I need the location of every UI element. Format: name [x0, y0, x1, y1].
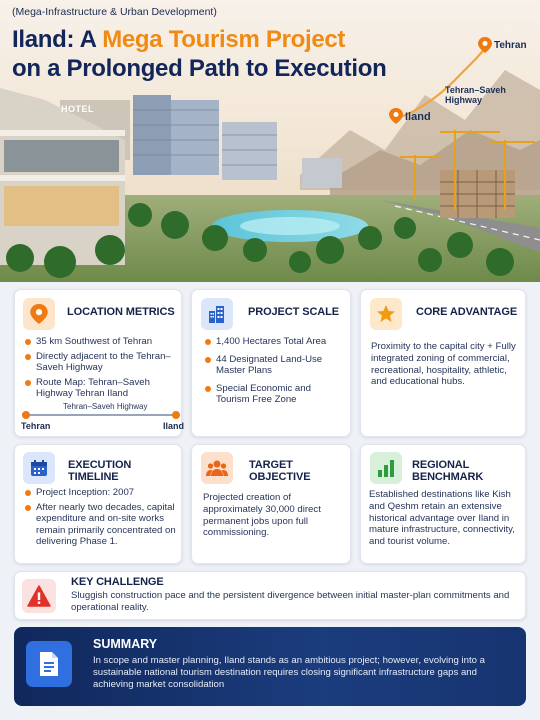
summary-title: SUMMARY	[93, 637, 158, 651]
hotel-sign: HOTEL	[61, 104, 94, 114]
bullet-item: After nearly two decades, capital expenditure and on-site works remain primarily concentrated on delivering Phase 1.	[24, 502, 176, 548]
route-line	[25, 414, 177, 416]
scale-bullets	[204, 336, 344, 409]
card-title: PROJECT SCALE	[248, 306, 339, 318]
document-icon	[26, 641, 72, 687]
calendar-icon	[23, 452, 55, 484]
bullet-item: 1,400 Hectares Total Area	[204, 336, 344, 348]
hero-banner	[0, 0, 540, 282]
card-title: EXECUTION TIMELINE	[68, 459, 132, 483]
card-title: LOCATION METRICS	[67, 306, 175, 318]
map-pin-icon	[389, 108, 403, 124]
title-accent: Mega Tourism Project	[102, 26, 346, 53]
page-title	[12, 25, 442, 83]
card-title: TARGET OBJECTIVE	[249, 459, 311, 483]
warning-icon	[22, 579, 56, 613]
location-bullets	[24, 336, 174, 403]
route-end-dot	[172, 411, 180, 419]
bullet-item: 44 Designated Land-Use Master Plans	[204, 354, 344, 377]
title-line-2: on a Prolonged Path to Execution	[12, 55, 387, 82]
advantage-text: Proximity to the capital city + Fully integrated zoning of commercial, recreational, hospitality, athletic, and educational hubs.	[371, 341, 516, 388]
bar-chart-icon	[370, 452, 402, 484]
map-label-highway-text: Tehran–Saveh Highway	[445, 85, 506, 105]
route-end-label: Iland	[163, 421, 185, 431]
map-pin-icon	[478, 37, 492, 53]
map-label-tehran: Tehran	[494, 40, 527, 51]
card-project-scale	[191, 289, 351, 437]
card-title: CORE ADVANTAGE	[416, 306, 518, 318]
route-start-dot	[22, 411, 30, 419]
card-regional-benchmark	[360, 444, 526, 564]
benchmark-text: Established destinations like Kish and Qeshm retain an extensive historical advantage over Iland in mature infrastructure, connectivity, and tourist volume.	[369, 489, 515, 548]
star-icon	[370, 298, 402, 330]
people-icon	[201, 452, 233, 484]
objective-text: Projected creation of approximately 30,000 direct permanent jobs upon full commissioning.	[203, 492, 321, 539]
challenge-text: Sluggish construction pace and the persistent divergence between initial master-plan commitments and operational reality.	[71, 590, 510, 613]
bullet-item: Route Map: Tehran–Saveh Highway Tehran Iland	[24, 377, 174, 400]
map-label-highway	[445, 85, 507, 105]
summary-text: In scope and master planning, Iland stands as an ambitious project; however, evolving into a sustainable national tourism destination requires closing significant infrastructure gaps and achieving market consolidation	[93, 655, 485, 690]
bullet-item: Special Economic and Tourism Free Zone	[204, 383, 344, 406]
bullet-item: 35 km Southwest of Tehran	[24, 336, 174, 348]
card-execution-timeline	[14, 444, 182, 564]
route-highway-label: Tehran–Saveh Highway	[63, 402, 148, 411]
bullet-item: Project Inception: 2007	[24, 487, 176, 499]
city-buildings-icon	[201, 298, 233, 330]
category-kicker: (Mega-Infrastructure & Urban Development)	[12, 6, 217, 18]
bullet-item: Directly adjacent to the Tehran–Saveh Highway	[24, 351, 174, 374]
location-pin-icon	[23, 298, 55, 330]
card-key-challenge	[14, 571, 526, 620]
summary-banner	[14, 627, 526, 706]
hero-heading	[12, 6, 442, 83]
card-title: REGIONAL BENCHMARK	[412, 459, 484, 483]
timeline-bullets	[24, 487, 176, 551]
card-target-objective	[191, 444, 351, 564]
title-part-1: Iland: A	[12, 26, 103, 53]
card-title: KEY CHALLENGE	[71, 576, 164, 588]
route-start-label: Tehran	[21, 421, 51, 431]
card-core-advantage	[360, 289, 526, 437]
map-label-iland: Iland	[405, 111, 431, 123]
card-location-metrics	[14, 289, 185, 437]
